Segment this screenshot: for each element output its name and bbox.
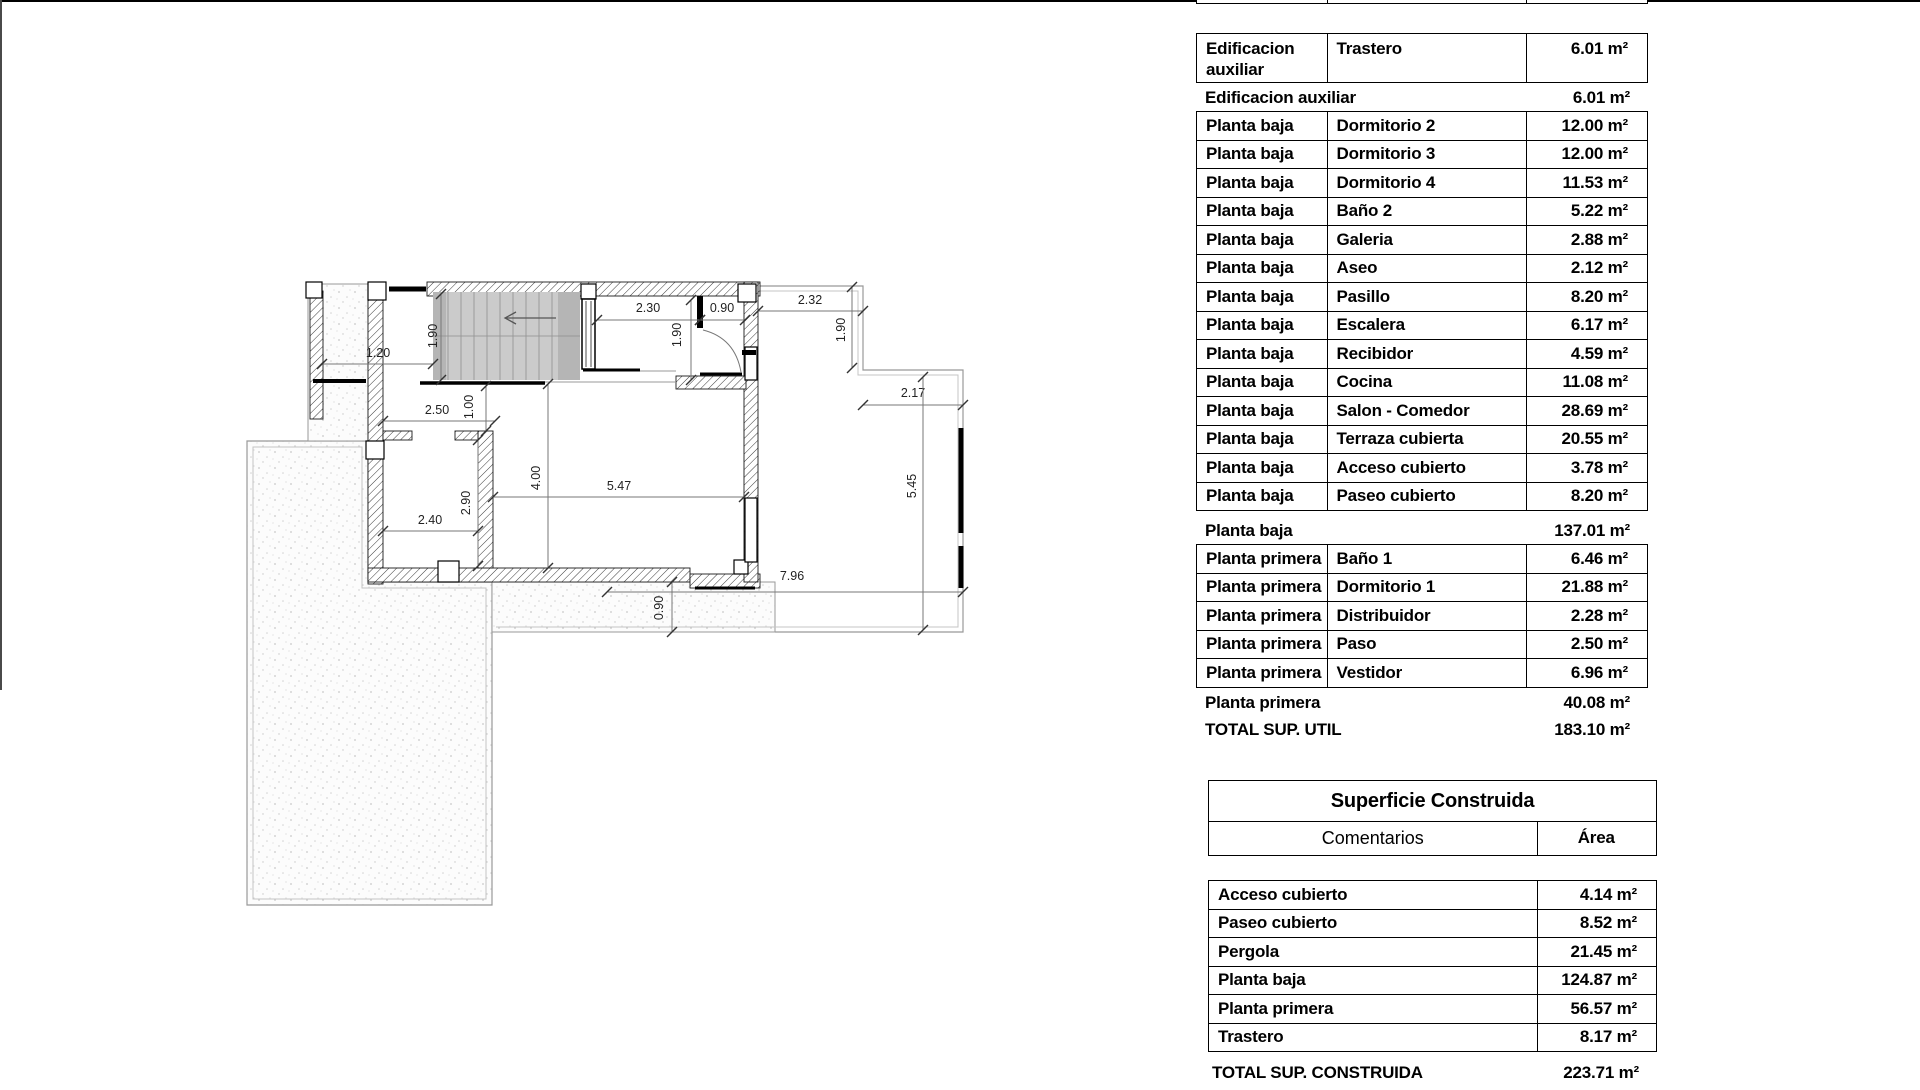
cell-area: 8.52 m² [1537, 910, 1656, 938]
cell-area: 11.08 m² [1526, 369, 1647, 397]
table-row [1197, 545, 1647, 573]
cell-area: 20.55 m² [1526, 426, 1647, 454]
cell-floor: Planta baja [1206, 144, 1294, 164]
dimension-label: 2.30 [635, 301, 661, 315]
door-swing-arc [703, 330, 741, 372]
table-row [1197, 254, 1647, 283]
cell-room: Dormitorio 1 [1327, 574, 1526, 602]
cell-floor: Planta primera [1206, 548, 1322, 568]
subtotal-planta-primera [1196, 689, 1648, 716]
cell-room: Aseo [1327, 255, 1526, 283]
cell-comment: Trastero [1218, 1027, 1284, 1047]
cell-floor: Planta baja [1206, 429, 1294, 449]
table-row [1209, 909, 1656, 938]
table-row [1197, 339, 1647, 368]
cell-floor: Planta primera [1206, 577, 1322, 597]
table-row [1197, 482, 1647, 511]
cell-room: Dormitorio 2 [1327, 112, 1526, 140]
cell-room [1327, 0, 1526, 3]
door-jamb [697, 296, 703, 328]
dimension-label: 0.90 [709, 301, 735, 315]
subtotal-label: Edificacion auxiliar [1205, 87, 1356, 107]
cell-comment: Planta baja [1218, 970, 1306, 990]
cell-area: 28.69 m² [1526, 397, 1647, 425]
surface-util-table [1196, 0, 1648, 750]
table-row [1197, 368, 1647, 397]
subtotal-value: 40.08 m² [1563, 692, 1630, 712]
cell-area: 8.17 m² [1537, 1024, 1656, 1052]
subtotal-value: 137.01 m² [1554, 520, 1630, 540]
subtotal-label: Planta baja [1205, 520, 1293, 540]
table-block [1196, 111, 1648, 511]
dimension-label: 0.90 [652, 595, 666, 621]
cell-room: Dormitorio 4 [1327, 169, 1526, 197]
table-block [1196, 0, 1648, 4]
stair-window [582, 299, 595, 369]
cell-comment: Acceso cubierto [1218, 884, 1348, 904]
table-row [1197, 630, 1647, 659]
cell-area: 12.00 m² [1526, 112, 1647, 140]
dimension-label: 7.96 [779, 569, 805, 583]
cell-room: Pasillo [1327, 283, 1526, 311]
cell-area: 2.28 m² [1526, 602, 1647, 630]
cell-floor: Planta baja [1206, 172, 1294, 192]
subtotal-label: TOTAL SUP. UTIL [1205, 719, 1342, 739]
table-block [1196, 544, 1648, 688]
cell-floor: Planta baja [1206, 286, 1294, 306]
cell-comment: Planta primera [1218, 998, 1334, 1018]
cell-room: Cocina [1327, 369, 1526, 397]
cell-room: Vestidor [1327, 659, 1526, 687]
construida-total-row [1208, 1059, 1657, 1086]
subtotal-edificacion-auxiliar [1196, 84, 1648, 111]
cell-floor: Planta primera [1206, 605, 1322, 625]
construida-header [1208, 780, 1657, 856]
dimension-label: 2.50 [424, 403, 450, 417]
cell-room: Baño 2 [1327, 198, 1526, 226]
cell-room: Paso [1327, 631, 1526, 659]
table-row [1197, 601, 1647, 630]
cell-floor: Planta baja [1206, 343, 1294, 363]
cell-room: Paseo cubierto [1327, 483, 1526, 511]
surface-construida-table [1208, 780, 1657, 1090]
cell-area: 21.88 m² [1526, 574, 1647, 602]
cell-area: 12.00 m² [1526, 141, 1647, 169]
cell-area: 2.12 m² [1526, 255, 1647, 283]
cell-comment: Paseo cubierto [1218, 913, 1338, 933]
dimension-label: 2.40 [417, 513, 443, 527]
cell-floor: Planta baja [1206, 201, 1294, 221]
subtotal-planta-baja [1196, 517, 1648, 544]
table-row [1209, 881, 1656, 909]
cell-floor: Planta baja [1206, 229, 1294, 249]
table-row [1197, 425, 1647, 454]
construida-rows [1208, 880, 1657, 1052]
table-row [1209, 937, 1656, 966]
table-row [1197, 658, 1647, 687]
table-row [1197, 34, 1647, 82]
cell-floor: Planta baja [1206, 400, 1294, 420]
construida-col-area: Área [1537, 822, 1656, 855]
subtotal-value: 183.10 m² [1554, 719, 1630, 739]
construida-col-comentarios: Comentarios [1321, 827, 1424, 848]
cell-room: Salon - Comedor [1327, 397, 1526, 425]
cell-area: 3.78 m² [1526, 454, 1647, 482]
cell-area: 6.17 m² [1526, 312, 1647, 340]
table-row [1197, 112, 1647, 140]
dimension-label: 1.90 [834, 317, 848, 343]
cell-comment: Pergola [1218, 941, 1279, 961]
table-row [1197, 311, 1647, 340]
dimension-label: 5.47 [606, 479, 632, 493]
table-row [1197, 197, 1647, 226]
cell-floor: Planta baja [1206, 372, 1294, 392]
cell-area: 4.14 m² [1537, 881, 1656, 909]
cell-floor: Planta primera [1206, 662, 1322, 682]
cell-area: 2.50 m² [1526, 631, 1647, 659]
table-row [1197, 225, 1647, 254]
construida-total-value: 223.71 m² [1563, 1062, 1639, 1082]
cell-room: Dormitorio 3 [1327, 141, 1526, 169]
cell-room: Baño 1 [1327, 545, 1526, 573]
cell-room: Escalera [1327, 312, 1526, 340]
cell-room: Acceso cubierto [1327, 454, 1526, 482]
dimension-label: 4.00 [529, 465, 543, 491]
table-row [1197, 282, 1647, 311]
cell-area: 2.88 m² [1526, 226, 1647, 254]
subtotal-label: Planta primera [1205, 692, 1321, 712]
cell-area: 6.01 m² [1526, 34, 1647, 82]
table-row [1197, 573, 1647, 602]
cell-area: 56.57 m² [1537, 995, 1656, 1023]
dimension-label: 2.90 [459, 490, 473, 516]
table-row [1209, 966, 1656, 995]
dimension-label: 2.32 [797, 293, 823, 307]
construida-total-label: TOTAL SUP. CONSTRUIDA [1212, 1062, 1423, 1082]
dimension-label: 2.17 [900, 386, 926, 400]
cell-area: 8.20 m² [1526, 483, 1647, 511]
dimension-label: 5.45 [905, 473, 919, 499]
dimension-label: 1.00 [462, 394, 476, 420]
cell-area: 6.96 m² [1526, 659, 1647, 687]
cell-area: 11.53 m² [1526, 169, 1647, 197]
construida-title: Superficie Construida [1209, 781, 1656, 822]
cell-floor: Planta baja [1206, 315, 1294, 335]
dimension-label: 1.20 [365, 346, 391, 360]
table-row [1197, 168, 1647, 197]
cell-area [1526, 0, 1647, 3]
cell-room: Recibidor [1327, 340, 1526, 368]
cell-room: Terraza cubierta [1327, 426, 1526, 454]
total-sup-util-row [1196, 716, 1648, 743]
cell-floor: Planta baja [1206, 115, 1294, 135]
right-wall-window-2 [745, 498, 757, 562]
cell-room: Distribuidor [1327, 602, 1526, 630]
table-row [1197, 453, 1647, 482]
cell-area: 5.22 m² [1526, 198, 1647, 226]
dimension-label: 1.90 [426, 323, 440, 349]
cell-area: 6.46 m² [1526, 545, 1647, 573]
table-block [1196, 33, 1648, 83]
table-row [1209, 1023, 1656, 1052]
cell-floor: Planta baja [1206, 258, 1294, 278]
table-row [1197, 140, 1647, 169]
dimension-label: 1.90 [670, 322, 684, 348]
cell-room: Trastero [1327, 34, 1526, 82]
cell-floor [1197, 0, 1327, 3]
cell-floor: Planta baja [1206, 457, 1294, 477]
table-row [1197, 396, 1647, 425]
cell-area: 4.59 m² [1526, 340, 1647, 368]
cell-area: 8.20 m² [1526, 283, 1647, 311]
cell-area: 21.45 m² [1537, 938, 1656, 966]
cell-floor: Planta baja [1206, 486, 1294, 506]
cell-floor: Edificacion auxiliar [1206, 39, 1295, 80]
cell-room: Galeria [1327, 226, 1526, 254]
cell-floor: Planta primera [1206, 634, 1322, 654]
table-row [1197, 0, 1647, 3]
subtotal-value: 6.01 m² [1572, 87, 1630, 107]
cell-area: 124.87 m² [1537, 967, 1656, 995]
table-row [1209, 994, 1656, 1023]
